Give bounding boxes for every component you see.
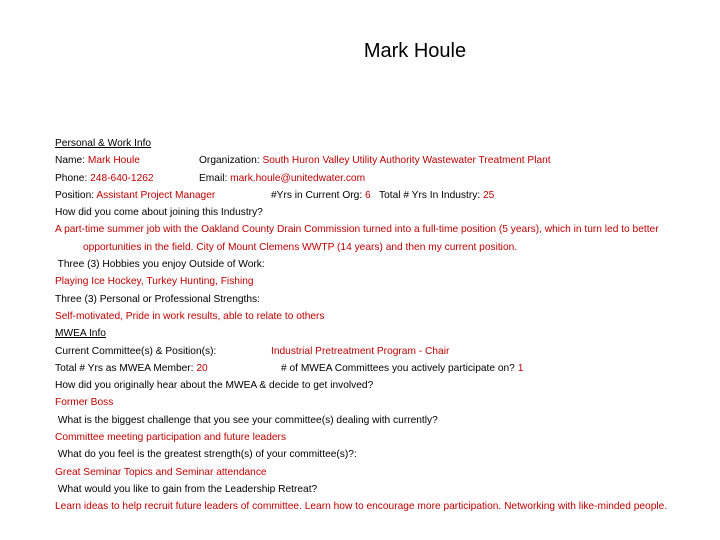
- committees-group: [281, 360, 523, 377]
- position-value: Assistant Project Manager: [96, 189, 216, 201]
- position-row: [55, 187, 680, 204]
- committees-value: 1: [517, 362, 524, 374]
- committee-row: [55, 343, 680, 360]
- question-challenge: What is the biggest challenge that you see your committee(s) dealing with currently?: [55, 414, 438, 426]
- personal-heading-row: [55, 135, 680, 152]
- name-value: Mark Houle: [87, 155, 140, 167]
- question-retreat: What would you like to gain from the Leadership Retreat?: [55, 483, 318, 495]
- email-label: Email:: [199, 172, 228, 184]
- question-strength: What do you feel is the greatest strength(s) of your committee(s)?:: [55, 449, 357, 461]
- personal-heading: Personal & Work Info: [55, 138, 152, 149]
- phone-email-row: [55, 170, 680, 187]
- yrs-org-value: 6: [365, 189, 371, 201]
- org-value: South Huron Valley Utility Authority Wastewater Treatment Plant: [262, 155, 551, 167]
- org-group: [199, 152, 551, 169]
- yrs-industry-value: 25: [483, 189, 495, 201]
- mwea-heading-row: [55, 325, 680, 342]
- phone-label: Phone:: [55, 172, 88, 184]
- question-hear: How did you originally hear about the MWEA & decide to get involved?: [55, 380, 374, 392]
- answer-strength: Great Seminar Topics and Seminar attendance: [55, 466, 267, 478]
- question-strengths: Three (3) Personal or Professional Strengths:: [55, 293, 260, 305]
- phone-value: 248-640-1262: [90, 172, 154, 184]
- name-label: Name:: [55, 155, 86, 167]
- yrs-member-value: 20: [196, 362, 208, 374]
- answer-hobbies: Playing Ice Hockey, Turkey Hunting, Fishing: [55, 276, 254, 288]
- email-group: [199, 170, 365, 187]
- answer-strengths: Self-motivated, Pride in work results, able to relate to others: [55, 310, 325, 322]
- mwea-heading: MWEA Info: [55, 328, 106, 340]
- membership-row: [55, 360, 680, 377]
- question-hobbies: Three (3) Hobbies you enjoy Outside of Work:: [55, 259, 265, 271]
- yrs-industry-label: Total # Yrs In Industry:: [378, 189, 481, 201]
- email-value: mark.houle@unitedwater.com: [230, 172, 366, 184]
- committees-label: # of MWEA Committees you actively participate on?: [281, 362, 515, 374]
- answer-retreat: Learn ideas to help recruit future leaders of committee. Learn how to encourage more participation. Networking with like-minded people.: [55, 501, 668, 513]
- org-label: Organization:: [199, 155, 260, 167]
- profile-content: [55, 135, 680, 516]
- answer-joining: A part-time summer job with the Oakland County Drain Commission turned into a full-time position (5 years), which in turn led to better opportunities in the field. City of Mount Clemens WWTP (14 years) and then my current position.: [55, 224, 659, 253]
- question-joining: How did you come about joining this Industry?: [55, 207, 263, 219]
- name-org-row: [55, 152, 680, 169]
- answer-challenge: Committee meeting participation and future leaders: [55, 432, 287, 444]
- yrs-org-label: #Yrs in Current Org:: [271, 189, 363, 201]
- answer-hear: Former Boss: [55, 397, 114, 409]
- committee-value: Industrial Pretreatment Program - Chair: [271, 345, 450, 357]
- yrs-group: [271, 187, 494, 204]
- yrs-member-label: Total # Yrs as MWEA Member:: [55, 362, 194, 374]
- page-title: Mark Houle: [363, 40, 467, 62]
- committee-label: Current Committee(s) & Position(s):: [55, 345, 217, 357]
- position-label: Position:: [55, 189, 95, 201]
